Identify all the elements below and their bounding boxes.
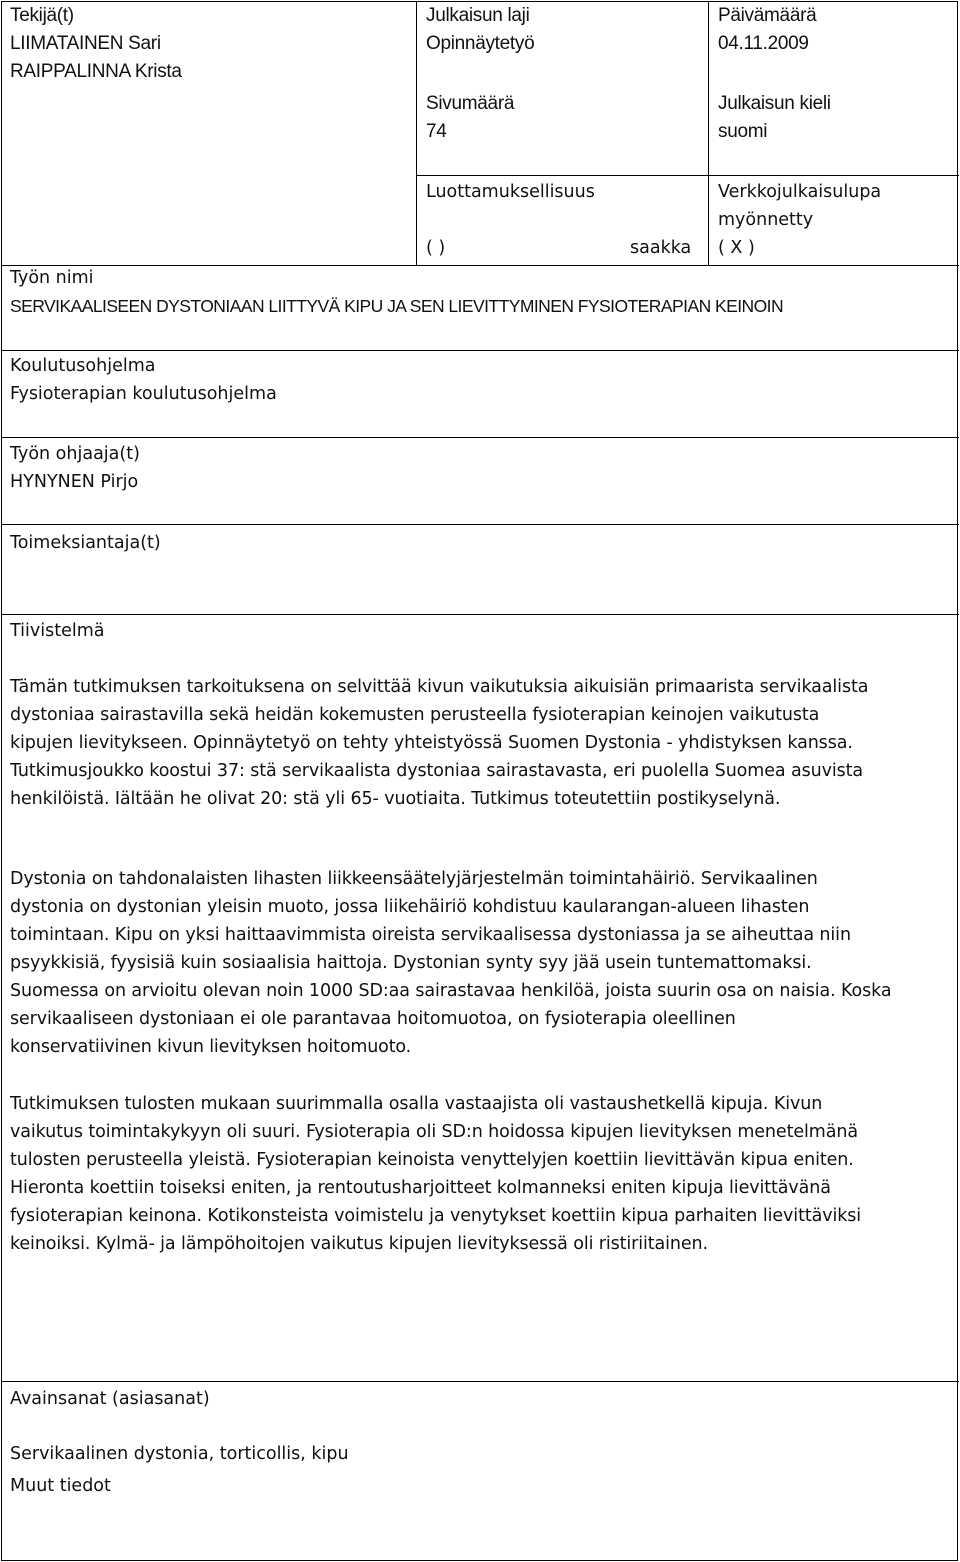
- author-label: Tekijä(t): [10, 5, 74, 26]
- author-name: LIIMATAINEN Sari: [10, 33, 161, 54]
- keywords-label: Avainsanat (asiasanat): [10, 1389, 210, 1409]
- abstract-label: Tiivistelmä: [10, 621, 105, 641]
- divider: [708, 1, 709, 266]
- language-label: Julkaisun kieli: [718, 93, 831, 114]
- abstract-line: fysioterapian keinona. Kotikonsteista voimistelu ja venytykset koettiin kipua parhaiten lievittäviksi: [10, 1206, 862, 1226]
- divider: [1, 524, 959, 525]
- confidentiality-label: Luottamuksellisuus: [426, 182, 595, 202]
- abstract-paragraph: [10, 1090, 945, 1258]
- divider: [1, 437, 959, 438]
- divider: [1, 614, 959, 615]
- keywords: Servikaalinen dystonia, torticollis, kipu: [10, 1444, 349, 1464]
- abstract-line: kipujen lievitykseen. Opinnäytetyö on tehty yhteistyössä Suomen Dystonia - yhdistyksen kanssa.: [10, 733, 853, 753]
- confidentiality-checkbox: ( ): [426, 238, 446, 258]
- confidentiality-until: saakka: [630, 238, 692, 258]
- abstract-line: Tämän tutkimuksen tarkoituksena on selvittää kivun vaikutuksia aikuisiän primaarista servikaalista: [10, 677, 869, 697]
- pages-label: Sivumäärä: [426, 93, 515, 114]
- commissioner-label: Toimeksiantaja(t): [10, 533, 161, 553]
- publication-type: Opinnäytetyö: [426, 33, 535, 54]
- date-label: Päivämäärä: [718, 5, 817, 26]
- programme-label: Koulutusohjelma: [10, 356, 156, 376]
- programme: Fysioterapian koulutusohjelma: [10, 384, 277, 404]
- abstract-line: Tutkimusjoukko koostui 37: stä servikaalista dystoniaa sairastavasta, eri puolella Suomea asuvista: [10, 761, 864, 781]
- abstract-line: psyykkisiä, fyysisiä kuin sosiaalisia haittoja. Dystonian synty syy jää usein tuntemattomaksi.: [10, 953, 812, 973]
- supervisor-label: Työn ohjaaja(t): [10, 444, 140, 464]
- online-permission-checkbox: ( X ): [718, 238, 755, 258]
- divider: [416, 175, 959, 176]
- abstract-line: Tutkimuksen tulosten mukaan suurimmalla osalla vastaajista oli vastaushetkellä kipuja. Kivun: [10, 1094, 823, 1114]
- supervisor: HYNYNEN Pirjo: [10, 472, 139, 492]
- divider: [416, 1, 417, 266]
- thesis-title-label: Työn nimi: [10, 268, 94, 288]
- abstract-line: keinoiksi. Kylmä- ja lämpöhoitojen vaikutus kipujen lievityksessä oli ristiriitainen.: [10, 1234, 708, 1254]
- online-permission-label: Verkkojulkaisulupa: [718, 182, 882, 202]
- abstract-line: henkilöistä. Iältään he olivat 20: stä yli 65- vuotiaita. Tutkimus toteutettiin postikyselynä.: [10, 789, 781, 809]
- thesis-title: SERVIKAALISEEN DYSTONIAAN LIITTYVÄ KIPU JA SEN LIEVITTYMINEN FYSIOTERAPIAN KEINOIN: [10, 296, 784, 316]
- abstract-line: Suomessa on arvioitu olevan noin 1000 SD:aa sairastavaa henkilöä, joista suurin osa on naisia. Koska: [10, 981, 892, 1001]
- pages-count: 74: [426, 121, 447, 142]
- publication-type-label: Julkaisun laji: [426, 5, 530, 26]
- language: suomi: [718, 121, 768, 142]
- date: 04.11.2009: [718, 33, 809, 54]
- abstract-line: vaikutus toimintakykyyn oli suuri. Fysioterapia oli SD:n hoidossa kipujen lievityksen menetelmänä: [10, 1122, 858, 1142]
- other-info-label: Muut tiedot: [10, 1476, 111, 1496]
- divider: [1, 1381, 959, 1382]
- abstract-line: Hieronta koettiin toiseksi eniten, ja rentoutusharjoitteet kolmanneksi eniten kipuja lievittävänä: [10, 1178, 831, 1198]
- abstract-paragraph: [10, 673, 945, 813]
- abstract-line: tulosten perusteella yleistä. Fysioterapian keinoista venyttelyjen koettiin lievittävän kipua eniten.: [10, 1150, 854, 1170]
- abstract-line: toimintaan. Kipu on yksi haittaavimmista oireista servikaalisessa dystoniassa ja se aiheuttaa niin: [10, 925, 851, 945]
- abstract-line: konservatiivinen kivun lievityksen hoitomuoto.: [10, 1037, 412, 1057]
- abstract-line: dystonia on dystonian yleisin muoto, jossa liikehäiriö kohdistuu kaularangan-alueen lihasten: [10, 897, 810, 917]
- abstract-line: Dystonia on tahdonalaisten lihasten liikkeensäätelyjärjestelmän toimintahäiriö. Servikaalinen: [10, 869, 818, 889]
- divider: [1, 265, 959, 266]
- abstract-line: dystoniaa sairastavilla sekä heidän kokemusten perusteella fysioterapian keinojen vaikutusta: [10, 705, 820, 725]
- abstract-line: servikaaliseen dystoniaan ei ole parantavaa hoitomuotoa, on fysioterapia oleellinen: [10, 1009, 736, 1029]
- online-permission-label: myönnetty: [718, 210, 814, 230]
- abstract-paragraph: [10, 865, 945, 1061]
- author-name: RAIPPALINNA Krista: [10, 61, 182, 82]
- divider: [1, 350, 959, 351]
